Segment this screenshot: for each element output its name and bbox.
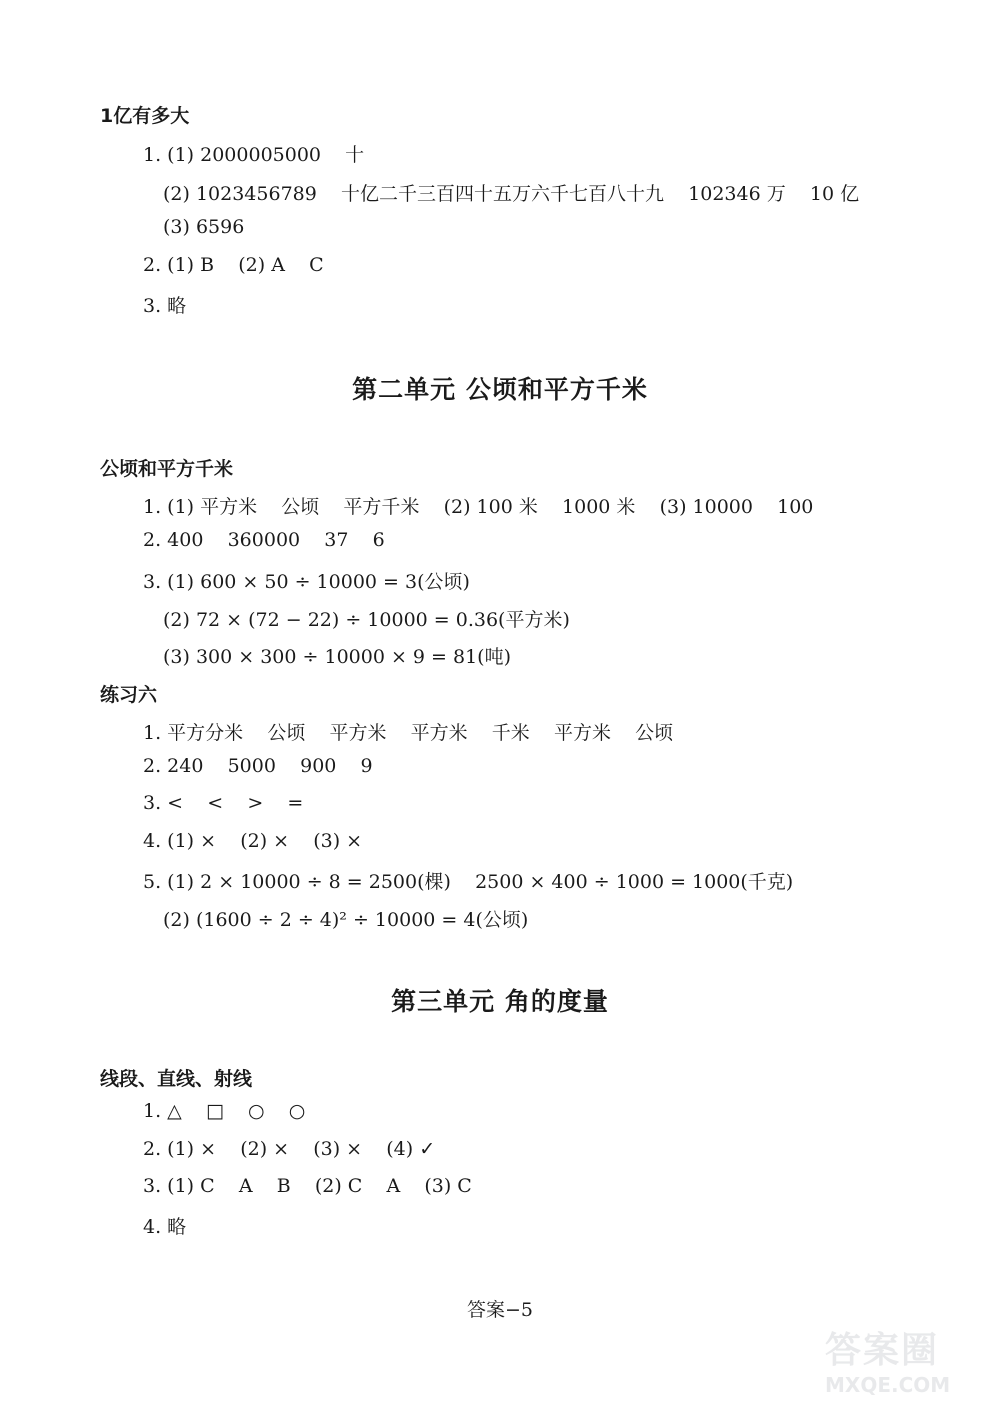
answer-line: 2. (1) B (2) A C xyxy=(143,254,324,276)
section-title-hectare: 公顷和平方千米 xyxy=(100,458,234,480)
answer-line: 3. 略 xyxy=(143,295,187,317)
unit-title-2: 第二单元 公顷和平方千米 xyxy=(352,375,648,404)
section-title-lines: 线段、直线、射线 xyxy=(100,1068,253,1090)
answer-line: 2. 240 5000 900 9 xyxy=(143,755,373,777)
answer-line: (2) 1023456789 十亿二千三百四十五万六千七百八十九 102346 万 10 亿 xyxy=(163,183,860,205)
answer-line: 4. 略 xyxy=(143,1216,187,1238)
answer-line: 3. (1) C A B (2) C A (3) C xyxy=(143,1175,472,1197)
answer-line: 3. < < > = xyxy=(143,792,304,814)
answer-line: (2) 72 × (72 − 22) ÷ 10000 = 0.36(平方米) xyxy=(163,609,570,631)
answer-line: (3) 300 × 300 ÷ 10000 × 9 = 81(吨) xyxy=(163,646,512,668)
answer-line: 3. (1) 600 × 50 ÷ 10000 = 3(公顷) xyxy=(143,571,470,593)
answer-line: 1. △ □ ○ ○ xyxy=(143,1100,306,1122)
unit-title-3: 第三单元 角的度量 xyxy=(391,987,609,1016)
answer-line: 2. 400 360000 37 6 xyxy=(143,529,385,551)
answer-line: (2) (1600 ÷ 2 ÷ 4)² ÷ 10000 = 4(公顷) xyxy=(163,909,529,931)
answer-line: 5. (1) 2 × 10000 ÷ 8 = 2500(棵) 2500 × 400 ÷ 1000 = 1000(千克) xyxy=(143,871,794,893)
answer-line: 2. (1) × (2) × (3) × (4) ✓ xyxy=(143,1138,436,1160)
watermark-logo xyxy=(825,1322,995,1410)
answer-line: 1. 平方分米 公顷 平方米 平方米 千米 平方米 公顷 xyxy=(143,722,674,744)
answer-line: 4. (1) × (2) × (3) × xyxy=(143,830,363,852)
watermark-text: 答案圈 xyxy=(825,1330,940,1371)
section-title-1yi: 1亿有多大 xyxy=(100,105,190,127)
answer-line: (3) 6596 xyxy=(163,216,245,238)
section-title-exercise6: 练习六 xyxy=(100,684,158,706)
answer-line: 1. (1) 平方米 公顷 平方千米 (2) 100 米 1000 米 (3) 10000 100 xyxy=(143,496,814,518)
watermark-url: MXQE.COM xyxy=(825,1373,951,1397)
page-footer: 答案−5 xyxy=(466,1299,533,1321)
answer-line: 1. (1) 2000005000 十 xyxy=(143,144,365,166)
